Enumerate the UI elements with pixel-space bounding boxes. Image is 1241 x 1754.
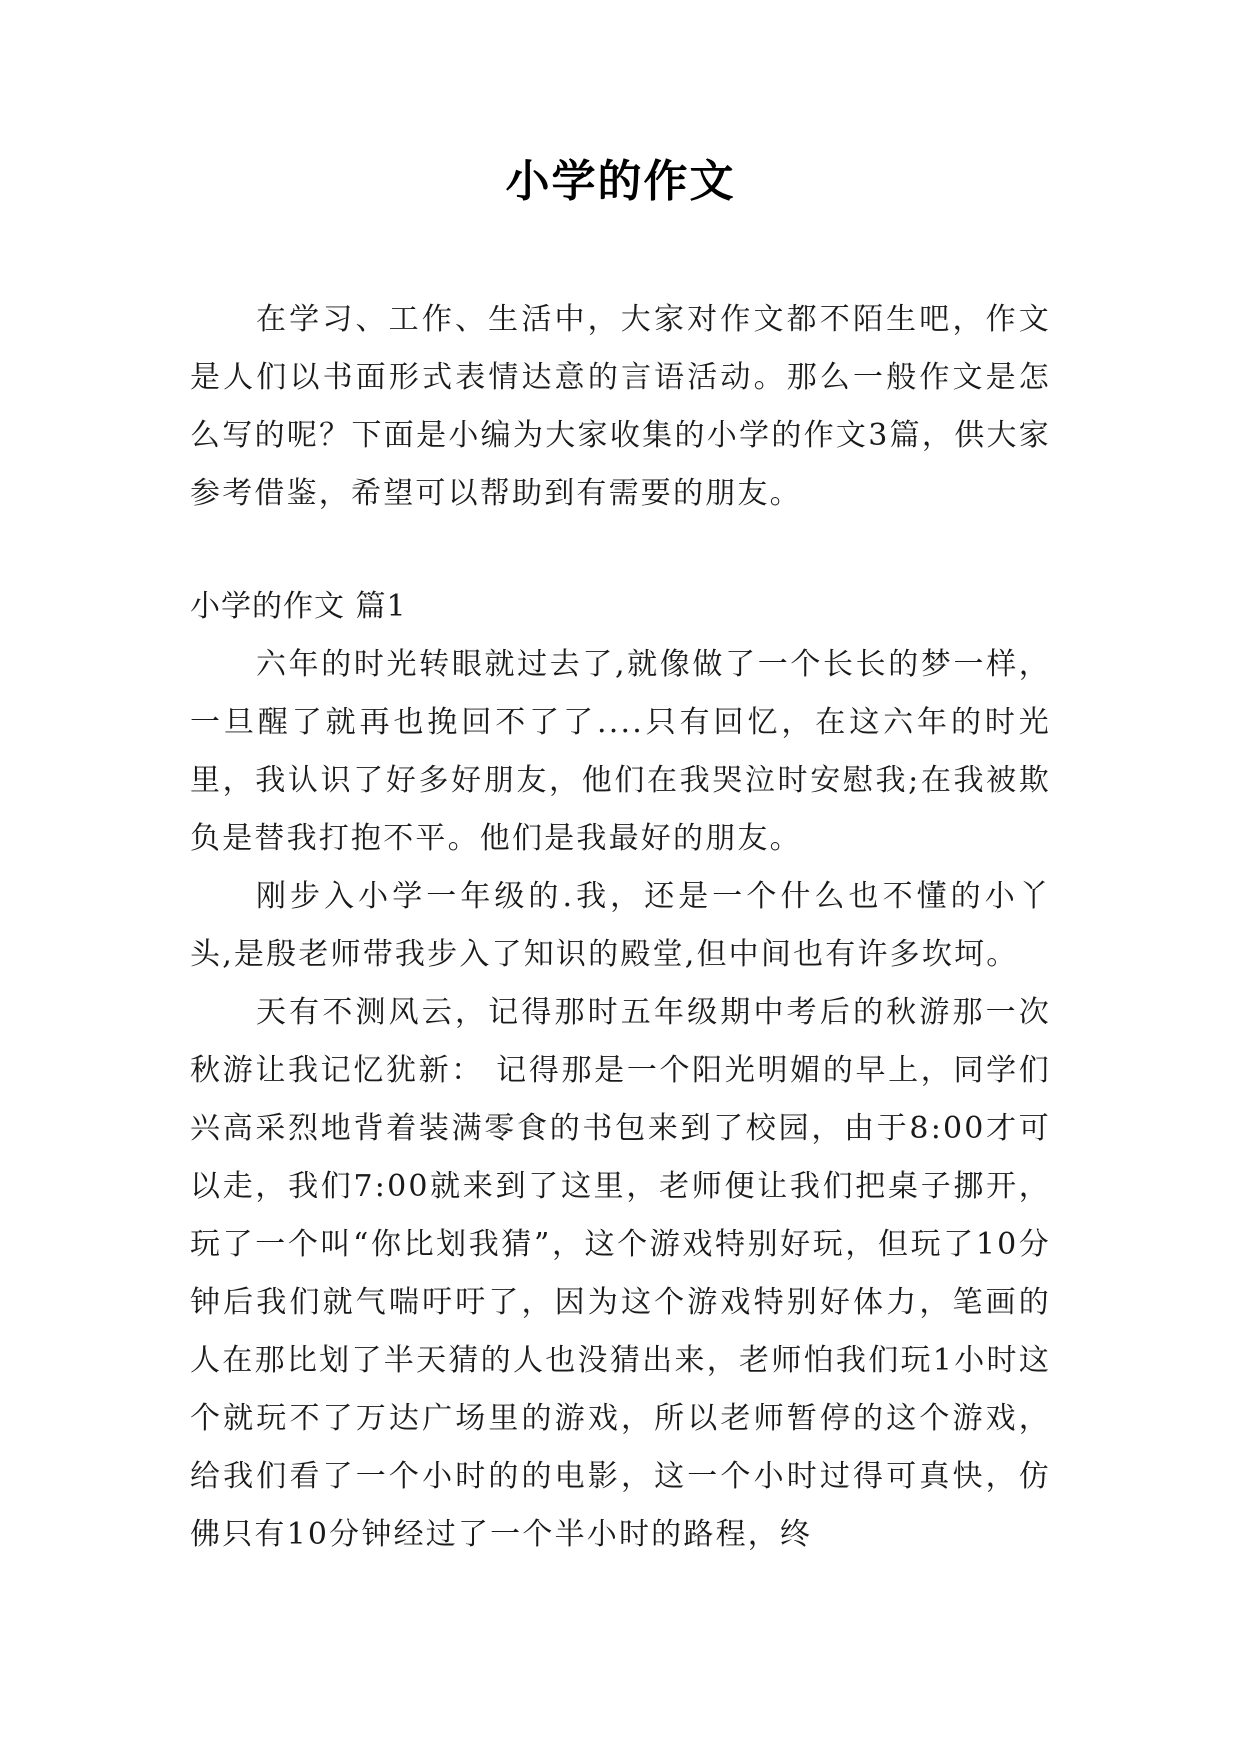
body-paragraph: 天有不测风云，记得那时五年级期中考后的秋游那一次秋游让我记忆犹新： 记得那是一个阳光明媚的早上，同学们兴高采烈地背着装满零食的书包来到了校园，由于8:00才可以走，我们7:00就来到了这里，老师便让我们把桌子挪开，玩了一个叫“你比划我猜”，这个游戏特别好玩，但玩了10分钟后我们就气喘吁吁了，因为这个游戏特别好体力，笔画的人在那比划了半天猜的人也没猜出来，老师怕我们玩1小时这个就玩不了万达广场里的游戏，所以老师暂停的这个游戏，给我们看了一个小时的的电影，这一个小时过得可真快，仿佛只有10分钟经过了一个半小时的路程，终: [190, 995, 1051, 1552]
body-paragraph: 六年的时光转眼就过去了,就像做了一个长长的梦一样，一旦醒了就再也挽回不了了....只有回忆，在这六年的时光里，我认识了好多好朋友，他们在我哭泣时安慰我;在我被欺负是替我打抱不平。他们是我最好的朋友。: [190, 647, 1051, 856]
document-body: [190, 291, 1051, 1564]
document-title: 小学的作文: [505, 156, 736, 207]
section-heading: 小学的作文 篇1: [190, 589, 407, 624]
body-paragraph: 刚步入小学一年级的.我，还是一个什么也不懂的小丫头,是殷老师带我步入了知识的殿堂,但中间也有许多坎坷。: [190, 879, 1051, 972]
intro-paragraph: 在学习、工作、生活中，大家对作文都不陌生吧，作文是人们以书面形式表情达意的言语活动。那么一般作文是怎么写的呢？下面是小编为大家收集的小学的作文3篇，供大家参考借鉴，希望可以帮助到有需要的朋友。: [190, 302, 1051, 511]
